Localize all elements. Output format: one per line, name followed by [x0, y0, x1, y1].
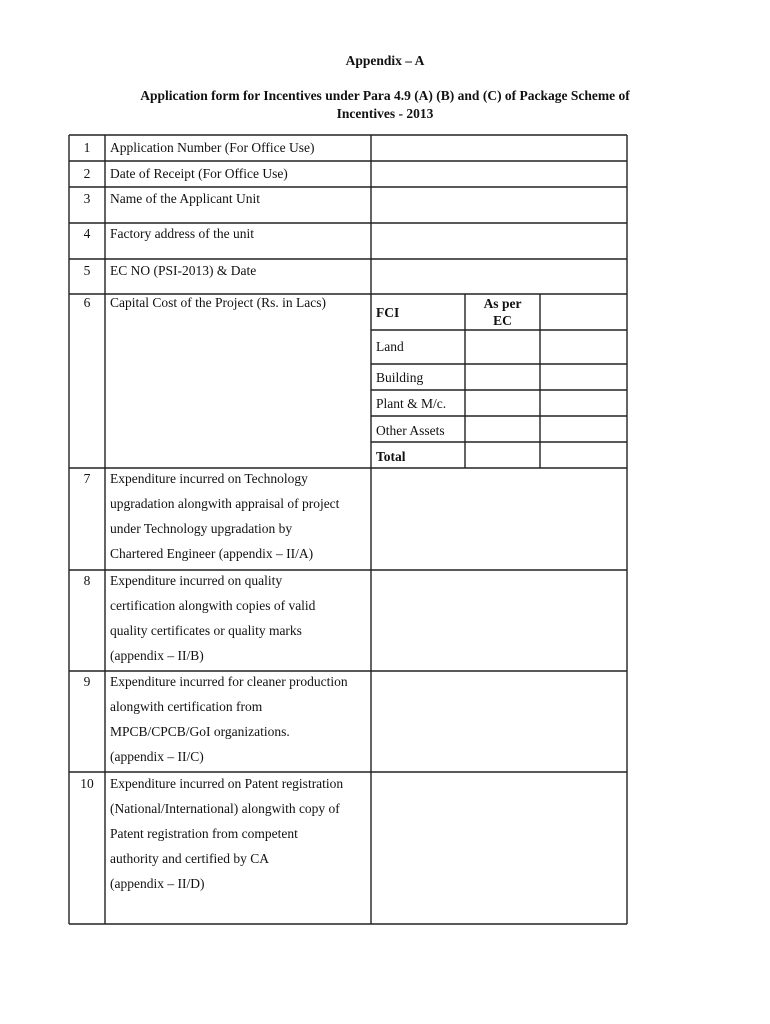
row-10-line: authority and certified by CA: [110, 851, 269, 866]
row-7-line: upgradation alongwith appraisal of project: [110, 496, 340, 511]
row-9-line: (appendix – II/C): [110, 749, 204, 764]
row-10-label: [110, 771, 343, 896]
form-title-line-2: Incentives - 2013: [336, 106, 434, 121]
row-10-line: Patent registration from competent: [110, 826, 298, 841]
total-as-per-ec-field[interactable]: [466, 443, 539, 467]
capital-item-other-assets: Other Assets: [376, 423, 445, 438]
capital-item-land: Land: [376, 339, 404, 354]
quality-certification-field[interactable]: [372, 571, 626, 670]
capital-extra-header-field[interactable]: [541, 295, 626, 329]
applicant-unit-name-field[interactable]: [372, 188, 626, 222]
row-1-number: 1: [83, 140, 91, 155]
row-8-line: quality certificates or quality marks: [110, 623, 302, 638]
row-7-number: 7: [83, 471, 91, 486]
cleaner-production-field[interactable]: [372, 672, 626, 771]
plant-as-per-ec-field[interactable]: [466, 391, 539, 415]
row-10-line: (appendix – II/D): [110, 876, 205, 891]
row-6-label: Capital Cost of the Project (Rs. in Lacs): [110, 295, 326, 310]
row-9-line: alongwith certification from: [110, 699, 263, 714]
application-number-field[interactable]: [372, 136, 626, 160]
capital-total-label: Total: [376, 449, 406, 464]
as-per-ec-header: [465, 295, 540, 329]
factory-address-field[interactable]: [372, 224, 626, 258]
total-extra-field[interactable]: [541, 443, 626, 467]
row-4-number: 4: [83, 226, 91, 241]
appendix-heading: Appendix – A: [345, 53, 425, 68]
technology-upgradation-field[interactable]: [372, 469, 626, 569]
plant-extra-field[interactable]: [541, 391, 626, 415]
ec-no-date-field[interactable]: [372, 260, 626, 293]
row-2-label: Date of Receipt (For Office Use): [110, 166, 288, 181]
date-of-receipt-field[interactable]: [372, 162, 626, 186]
form-title-line-1: Application form for Incentives under Para 4.9 (A) (B) and (C) of Package Scheme of: [140, 88, 630, 103]
land-extra-field[interactable]: [541, 331, 626, 363]
as-per-ec-header-line-2: EC: [493, 313, 512, 328]
row-7-line: under Technology upgradation by: [110, 521, 293, 536]
land-as-per-ec-field[interactable]: [466, 331, 539, 363]
row-10-number: 10: [80, 776, 94, 791]
row-5-number: 5: [83, 263, 91, 278]
row-2-number: 2: [83, 166, 91, 181]
row-9-number: 9: [83, 674, 91, 689]
row-9-line: Expenditure incurred for cleaner production: [110, 674, 348, 689]
row-8-line: Expenditure incurred on quality: [110, 573, 283, 588]
capital-item-building: Building: [376, 370, 424, 385]
row-6-number: 6: [83, 295, 91, 310]
fci-header: FCI: [376, 305, 400, 320]
row-8-number: 8: [83, 573, 91, 588]
building-as-per-ec-field[interactable]: [466, 365, 539, 389]
row-8-line: certification alongwith copies of valid: [110, 598, 316, 613]
row-5-label: EC NO (PSI-2013) & Date: [110, 263, 257, 278]
row-9-label: [110, 669, 348, 769]
row-1-label: Application Number (For Office Use): [110, 140, 315, 155]
row-10-line: Expenditure incurred on Patent registration: [110, 776, 344, 791]
capital-item-plant: Plant & M/c.: [376, 396, 447, 411]
as-per-ec-header-line-1: As per: [483, 296, 522, 311]
other-assets-as-per-ec-field[interactable]: [466, 417, 539, 441]
form-title: [0, 87, 770, 123]
patent-registration-field[interactable]: [372, 773, 626, 923]
row-8-label: [110, 568, 315, 668]
row-7-label: [110, 466, 339, 566]
row-9-line: MPCB/CPCB/GoI organizations.: [110, 724, 290, 739]
row-7-line: Expenditure incurred on Technology: [110, 471, 308, 486]
row-7-line: Chartered Engineer (appendix – II/A): [110, 546, 314, 561]
row-3-label: Name of the Applicant Unit: [110, 191, 260, 206]
row-4-label: Factory address of the unit: [110, 226, 254, 241]
other-assets-extra-field[interactable]: [541, 417, 626, 441]
building-extra-field[interactable]: [541, 365, 626, 389]
row-8-line: (appendix – II/B): [110, 648, 204, 663]
row-10-line: (National/International) alongwith copy of: [110, 801, 340, 816]
row-3-number: 3: [83, 191, 91, 206]
